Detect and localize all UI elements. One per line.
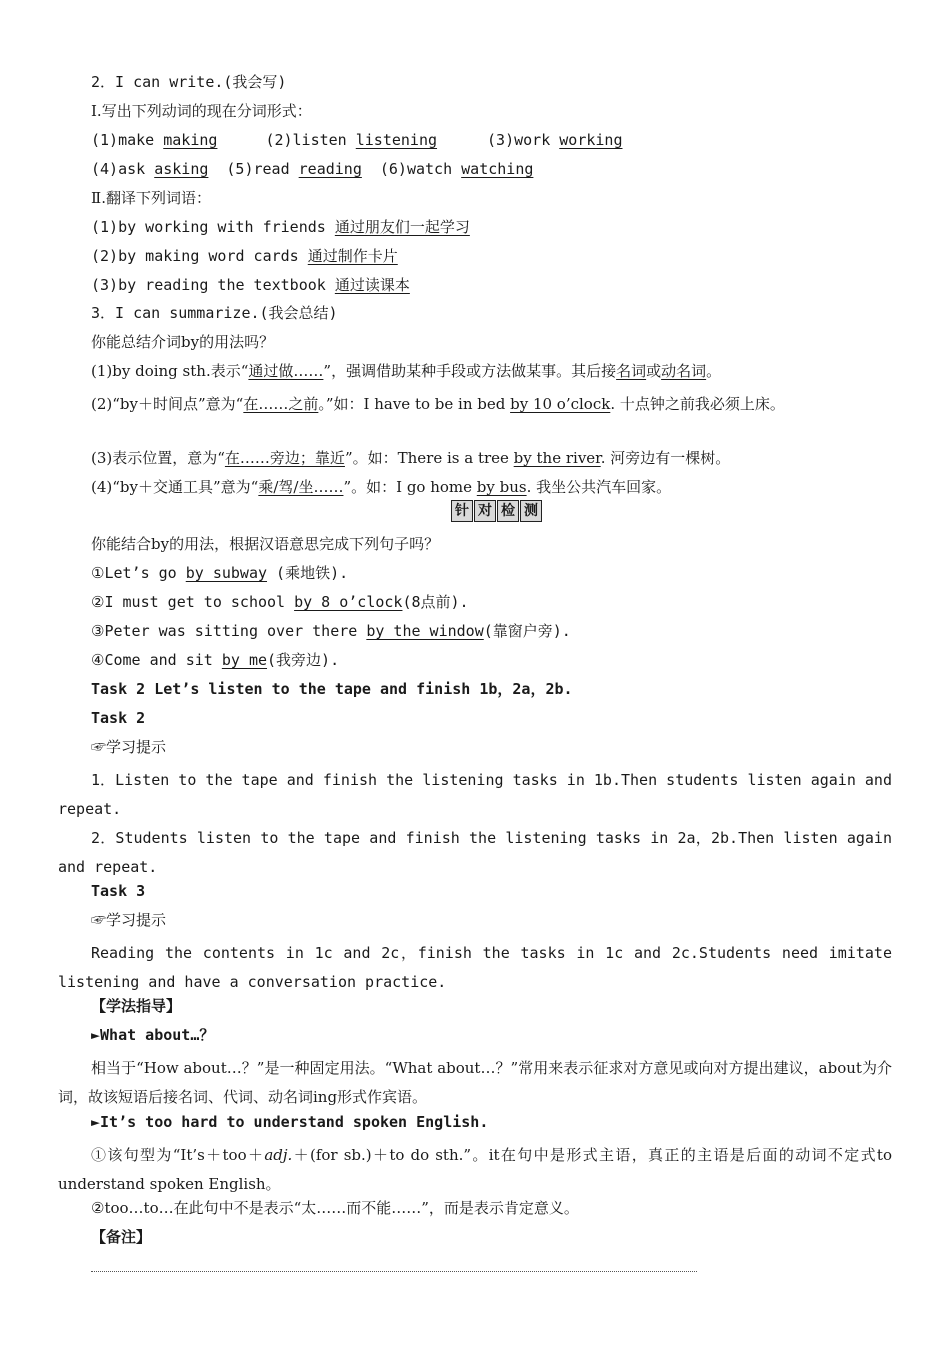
badge-char: 针 (451, 500, 473, 522)
task-2-item-2: 2．Students listen to the tape and finish the listening tasks in 2a，2b.Then listen again and repeat. (58, 829, 892, 876)
badge-char: 对 (474, 500, 496, 522)
guide-2-text: ①该句型为“It’s＋too＋adj.＋(for sb.)＋to do sth.”。it在句中是形式主语，真正的主语是后面的动词不定式to understand spoken English。 (58, 1146, 892, 1193)
usage-point-2: (2)“by＋时间点”意为“在……之前。”如：I have to be in bed by 10 o’clock. 十点钟之前我必须上床。 (91, 395, 785, 413)
check-intro: 你能结合by的用法，根据汉语意思完成下列句子吗？ (91, 535, 440, 553)
task-3-label: Task 3 (91, 882, 146, 900)
guide-2-title: ►It’s too hard to understand spoken English. (91, 1113, 489, 1131)
check-question-3: ③Peter was sitting over there by the window(靠窗户旁). (91, 622, 571, 640)
translate-item-2: (2)by making word cards 通过制作卡片 (91, 247, 398, 265)
answer: asking (154, 160, 209, 178)
answer: listening (355, 131, 438, 149)
task-2-item-1: 1．Listen to the tape and finish the listening tasks in 1b.Then students listen again and repeat. (58, 771, 892, 818)
study-tip-label: ☞学习提示 (91, 738, 167, 756)
guide-1-text: 相当于“How about…？”是一种固定用法。“What about…？”常用来表示征求对方意见或向对方提出建议，about为介词，故该短语后接名词、代词、动名词ing形式作宾语。 (58, 1059, 892, 1106)
verb-row-1: (1)make making (2)listen listening (3)work working (91, 131, 623, 149)
verb-row-2: (4)ask asking (5)read reading (6)watch watching (91, 160, 534, 178)
task-2-title: Task 2 Let’s listen to the tape and finish 1b，2a，2b. (91, 680, 573, 698)
targeted-check-badge (451, 500, 543, 522)
summary-question: 你能总结介词by的用法吗？ (91, 333, 275, 351)
answer: reading (298, 160, 362, 178)
part-2-instruction: Ⅱ.翻译下列词语： (91, 189, 211, 207)
usage-point-3: (3)表示位置，意为“在……旁边；靠近”。如：There is a tree by the river. 河旁边有一棵树。 (91, 449, 731, 467)
section-2-heading: 2．I can write.(我会写) (91, 73, 287, 91)
remark-label: 【备注】 (91, 1228, 152, 1246)
section-3-heading: 3．I can summarize.(我会总结) (91, 304, 338, 322)
translate-item-1: (1)by working with friends 通过朋友们一起学习 (91, 218, 470, 236)
badge-char: 测 (520, 500, 542, 522)
method-guide-label: 【学法指导】 (91, 997, 182, 1015)
task-3-text: Reading the contents in 1c and 2c，finish the tasks in 1c and 2c.Students need imitate listening and have a conversation practice. (58, 944, 892, 991)
guide-1-title: ►What about…？ (91, 1026, 215, 1044)
check-question-4: ④Come and sit by me(我旁边). (91, 651, 340, 669)
translate-item-3: (3)by reading the textbook 通过读课本 (91, 276, 410, 294)
answer: watching (461, 160, 534, 178)
check-question-1: ①Let’s go by subway (乘地铁). (91, 564, 349, 582)
part-1-instruction: Ⅰ.写出下列动词的现在分词形式： (91, 102, 312, 120)
answer: working (559, 131, 623, 149)
guide-2-note: ②too…to…在此句中不是表示“太……而不能……”，而是表示肯定意义。 (91, 1199, 579, 1217)
answer: making (163, 131, 218, 149)
task-2-label: Task 2 (91, 709, 146, 727)
notes-line (91, 1271, 697, 1272)
badge-char: 检 (497, 500, 519, 522)
check-question-2: ②I must get to school by 8 o’clock(8点前). (91, 593, 469, 611)
study-tip-label: ☞学习提示 (91, 911, 167, 929)
usage-point-1: (1)by doing sth.表示“通过做……”，强调借助某种手段或方法做某事。其后接名词或动名词。 (91, 362, 722, 380)
usage-point-4: (4)“by＋交通工具”意为“乘/驾/坐……”。如：I go home by bus. 我坐公共汽车回家。 (91, 478, 672, 496)
